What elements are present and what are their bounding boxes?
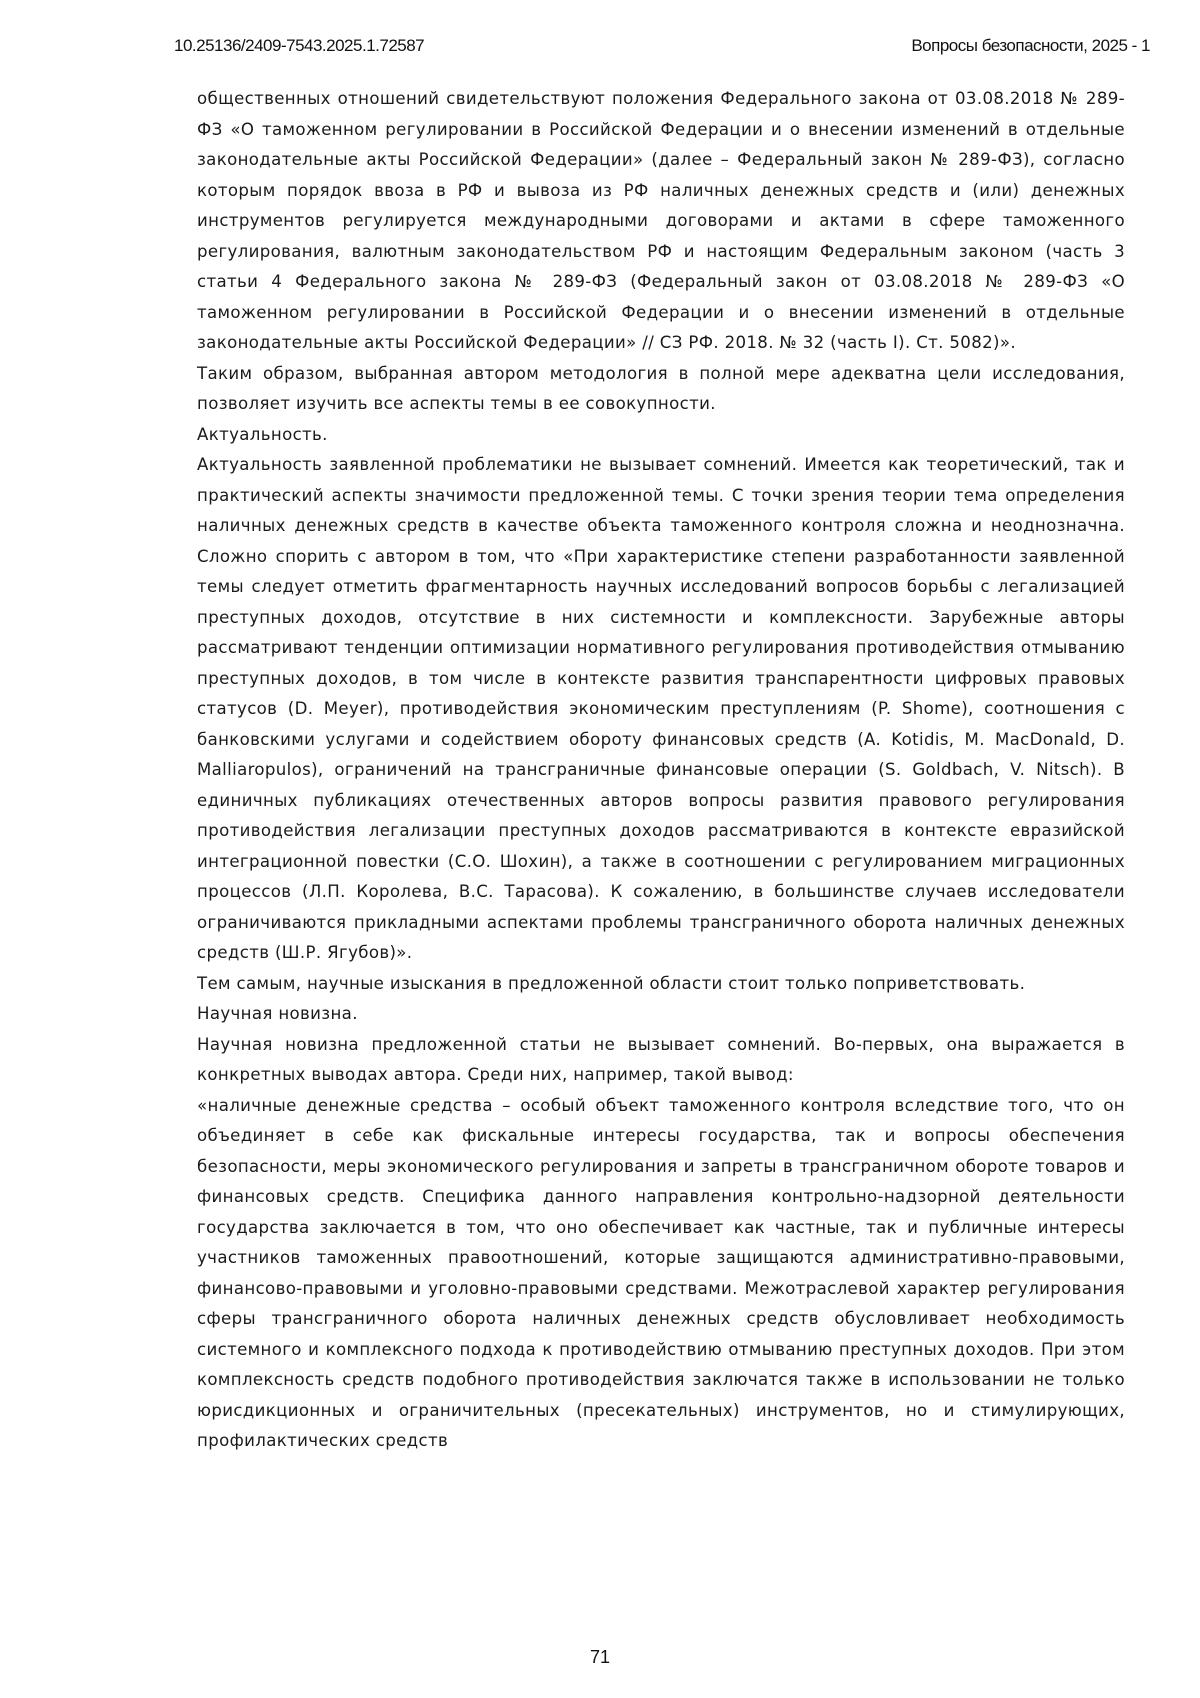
paragraph-quote-conclusion: «наличные денежные средства – особый объект таможенного контроля вследствие того, что он объединяет в себе как фискальные интересы государства, так и вопросы обеспечения безопасности, меры экономического регулирования и запреты в трансграничном обороте товаров и финансовых средств. Специфика данного направления контрольно-надзорной деятельности государства заключается в том, что оно обеспечивает как частные, так и публичные интересы участников таможенных правоотношений, которые защищаются административно-правовыми, финансово-правовыми и уголовно-правовыми средствами. Межотраслевой характер регулирования сферы трансграничного оборота наличных денежных средств обусловливает необходимость системного и комплексного подхода к противодействию отмыванию преступных доходов. При этом комплексность средств подобного противодействия заключатся также в использовании не только юрисдикционных и ограничительных (пресекательных) инструментов, но и стимулирующих, профилактических средств xyxy=(197,1095,1125,1450)
heading-relevance: Актуальность. xyxy=(197,424,328,444)
paragraph-federal-law: общественных отношений свидетельствуют положения Федерального закона от 03.08.2018 № 289-ФЗ «О таможенном регулировании в Российской Федерации и о внесении изменений в отдельные законодательные акты Российской Федерации» (далее – Федеральный закон № 289-ФЗ), согласно которым порядок ввоза в РФ и вывоза из РФ наличных денежных средств и (или) денежных инструментов регулируется международными договорами и актами в сфере таможенного регулирования, валютным законодательством РФ и настоящим Федеральным законом (часть 3 статьи 4 Федерального закона № 289-ФЗ (Федеральный закон от 03.08.2018 № 289-ФЗ «О таможенном регулировании в Российской Федерации и о внесении изменений в отдельные законодательные акты Российской Федерации» // СЗ РФ. 2018. № 32 (часть I). Ст. 5082)». xyxy=(197,89,1125,352)
journal-header: Вопросы безопасности, 2025 - 1 xyxy=(911,36,1150,55)
paragraph-methodology: Таким образом, выбранная автором методология в полной мере адекватна цели исследования, позволяет изучить все аспекты темы в ее совокупности. xyxy=(197,363,1125,413)
paragraph-novelty: Научная новизна предложенной статьи не вызывает сомнений. Во-первых, она выражается в конкретных выводах автора. Среди них, например, такой вывод: xyxy=(197,1034,1125,1084)
article-body xyxy=(197,84,1125,1457)
heading-novelty: Научная новизна. xyxy=(197,1004,358,1023)
doi-header: 10.25136/2409-7543.2025.1.72587 xyxy=(174,36,425,55)
paragraph-relevance: Актуальность заявленной проблематики не вызывает сомнений. Имеется как теоретический, так и практический аспекты значимости предложенной темы. С точки зрения теории тема определения наличных денежных средств в качестве объекта таможенного контроля сложна и неоднозначна. Сложно спорить с автором в том, что «При характеристике степени разработанности заявленной темы следует отметить фрагментарность научных исследований вопросов борьбы с легализацией преступных доходов, отсутствие в них системности и комплексности. Зарубежные авторы рассматривают тенденции оптимизации нормативного регулирования противодействия отмыванию преступных доходов, в том числе в контексте развития транспарентности цифровых правовых статусов (D. Meyer), противодействия экономическим преступлениям (P. Shome), соотношения с банковскими услугами и содействием обороту финансовых средств (A. Kotidis, M. MacDonald, D. Malliaropulos), ограничений на трансграничные финансовые операции (S. Goldbach, V. Nitsch). В единичных публикациях отечественных авторов вопросы развития правового регулирования противодействия легализации преступных доходов рассматриваются в контексте евразийской интеграционной повестки (С.О. Шохин), а также в соотношении с регулированием миграционных процессов (Л.П. Королева, В.С. Тарасова). К сожалению, в большинстве случаев исследователи ограничиваются прикладными аспектами проблемы трансграничного оборота наличных денежных средств (Ш.Р. Ягубов)». xyxy=(197,455,1125,962)
page-number: 71 xyxy=(589,1647,611,1667)
paragraph-research-welcome: Тем самым, научные изыскания в предложенной области стоит только поприветствовать. xyxy=(197,973,1026,993)
